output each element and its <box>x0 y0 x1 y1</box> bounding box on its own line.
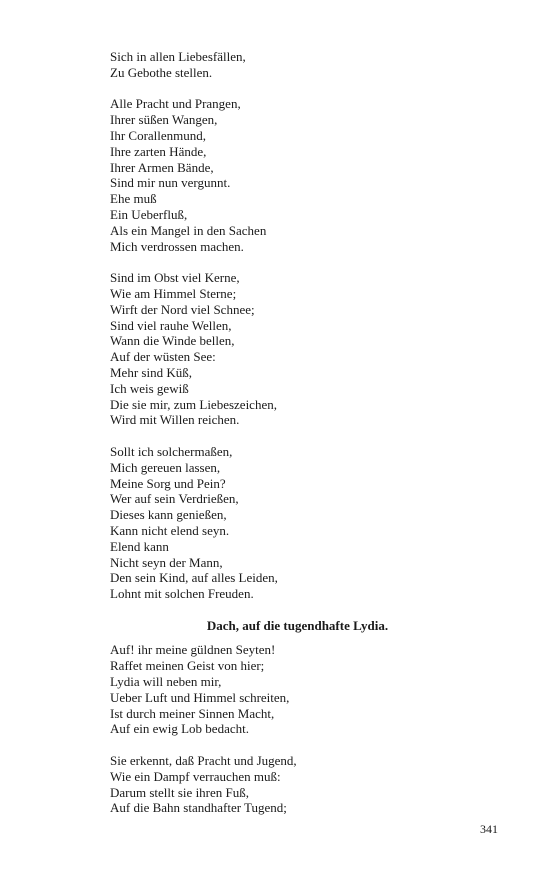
verse-line: Lydia will neben mir, <box>110 674 222 690</box>
verse-line: Elend kann <box>110 538 169 554</box>
verse-line: Raffet meinen Geist von hier; <box>110 658 265 674</box>
verse-line: Auf die Bahn standhafter Tugend; <box>110 800 287 816</box>
stanza-1 <box>110 49 440 81</box>
verse-line: Ein Ueberfluß, <box>110 206 188 222</box>
poem-title: Dach, auf die tugendhafte Lydia. <box>206 617 389 633</box>
verse-line: Den sein Kind, auf alles Leiden, <box>110 570 278 586</box>
verse-line: Wann die Winde bellen, <box>110 333 235 349</box>
stanza-1 <box>110 642 440 737</box>
stanza-3 <box>110 270 440 428</box>
verse-line: Zu Gebothe stellen. <box>110 64 213 80</box>
verse-line: Wer auf sein Verdrießen, <box>110 491 239 507</box>
verse-line: Dieses kann genießen, <box>110 507 227 523</box>
verse-line: Ist durch meiner Sinnen Macht, <box>110 705 275 721</box>
verse-line: Lohnt mit solchen Freuden. <box>110 586 254 602</box>
verse-line: Nicht seyn der Mann, <box>110 554 223 570</box>
verse-line: Wie ein Dampf verrauchen muß: <box>110 768 281 784</box>
verse-line: Wie am Himmel Sterne; <box>110 285 237 301</box>
stanza-2 <box>110 753 440 816</box>
next-poem <box>110 642 440 816</box>
verse-line: Sind viel rauhe Wellen, <box>110 317 232 333</box>
verse-line: Auf der wüsten See: <box>110 349 216 365</box>
verse-line: Alle Pracht und Prangen, <box>110 96 241 112</box>
verse-line: Wirft der Nord viel Schnee; <box>110 301 255 317</box>
verse-line: Kann nicht elend seyn. <box>110 522 230 538</box>
page-number: 341 <box>480 822 498 836</box>
verse-line: Auf! ihr meine güldnen Seyten! <box>110 642 276 658</box>
verse-line: Ihrer süßen Wangen, <box>110 112 218 128</box>
verse-line: Ihr Corallenmund, <box>110 127 207 143</box>
verse-line: Sich in allen Liebesfällen, <box>110 49 246 64</box>
verse-line: Ueber Luft und Himmel schreiten, <box>110 689 290 705</box>
verse-line: Ich weis gewiß <box>110 380 189 396</box>
verse-line: Als ein Mangel in den Sachen <box>110 222 267 238</box>
verse-line: Sollt ich solchermaßen, <box>110 443 233 459</box>
verse-line: Sie erkennt, daß Pracht und Jugend, <box>110 753 297 769</box>
verse-line: Meine Sorg und Pein? <box>110 475 226 491</box>
verse-line: Ihre zarten Hände, <box>110 143 207 159</box>
verse-line: Sind im Obst viel Kerne, <box>110 270 240 286</box>
verse-line: Wird mit Willen reichen. <box>110 412 240 428</box>
verse-line: Darum stellt sie ihren Fuß, <box>110 784 250 800</box>
verse-line: Ihrer Armen Bände, <box>110 159 214 175</box>
verse-line: Die sie mir, zum Liebeszeichen, <box>110 396 277 412</box>
stanza-4 <box>110 444 440 602</box>
poem-continued <box>110 49 440 602</box>
verse-line: Mich gereuen lassen, <box>110 459 221 475</box>
verse-line: Ehe muß <box>110 191 157 207</box>
page-text <box>110 49 440 832</box>
stanza-2 <box>110 96 440 254</box>
verse-line: Mich verdrossen machen. <box>110 238 244 254</box>
verse-line: Auf ein ewig Lob bedacht. <box>110 721 249 737</box>
verse-line: Sind mir nun vergunnt. <box>110 175 231 191</box>
verse-line: Mehr sind Küß, <box>110 364 192 380</box>
